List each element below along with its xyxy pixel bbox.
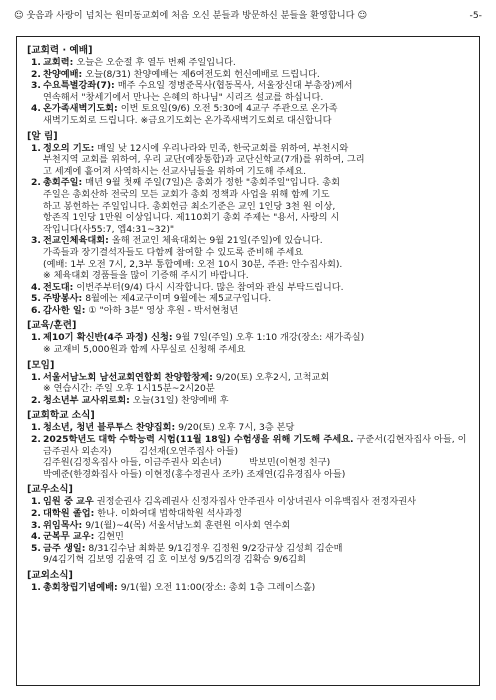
item-number: 3.: [31, 235, 41, 247]
list-item: [27, 143, 471, 178]
item-text: 8월에는 제4교구이며 9월에는 제5교구입니다.: [85, 293, 272, 305]
list-item: [27, 103, 471, 126]
item-heading: 교회력:: [43, 57, 74, 68]
section-list: [27, 143, 471, 317]
item-number: 1.: [31, 496, 41, 508]
item-text: 9/1(월)~4(목) 서울서남노회 훈련원 이사회 연수회: [85, 519, 291, 531]
section-title: [ 교우소식 ]: [27, 483, 471, 496]
item-heading: 청소년, 청년 블루투스 찬양집회:: [43, 422, 176, 434]
list-item: [27, 508, 471, 520]
item-text: 박예준(한경화집사 아들) 이현정(홍수정권사 조카) 조재연(김유경집사 아들): [43, 468, 346, 480]
bulletin-frame: [16, 36, 480, 686]
item-text: 부천지역 교회를 위하여, 우리 교단(예장통합)과 교단신학교(7개)를 위하여, 그리: [43, 154, 365, 166]
section: [27, 483, 471, 566]
item-text: 매주 수요일 정병준목사(협동목사, 서울장신대 부총장)께서: [117, 80, 353, 92]
item-heading: 위임목사:: [43, 519, 83, 531]
section-title: [ 교육/훈련 ]: [27, 319, 471, 332]
section-title: [ 교회력 · 예배 ]: [27, 44, 471, 57]
section: [27, 130, 471, 317]
list-item: [27, 434, 471, 480]
item-text: 김주원(김정옥집사 아들, 이금주권사 외손녀) 박보민(이현정 친구): [43, 457, 331, 469]
item-text: 오늘(8/31) 찬양예배는 제6여전도회 헌신예배로 드립니다.: [85, 68, 320, 80]
item-text: 항존직 1인당 1만원 이상입니다. 제110회기 총회 주제는 "용서, 사랑의 시: [43, 212, 340, 224]
item-number: 4.: [31, 103, 41, 115]
list-item: [27, 422, 471, 434]
item-text: ※ 교재비 5,000원과 함께 사무실로 신청해 주세요: [43, 344, 246, 356]
list-item: [27, 520, 471, 532]
item-heading: 전도대:: [43, 281, 74, 293]
section-list: [27, 422, 471, 480]
item-number: 3.: [31, 519, 41, 531]
list-item: [27, 496, 471, 508]
list-item: [27, 531, 471, 543]
item-heading: 온가족새벽기도회:: [43, 103, 118, 115]
item-number: 1.: [31, 581, 41, 593]
item-number: 2.: [31, 434, 41, 446]
section-list: [27, 57, 471, 127]
section-title: [ 알 림 ]: [27, 130, 471, 143]
item-number: 1.: [31, 422, 41, 434]
item-text: 연속해서 "창세기에서 만나는 은혜의 하나님" 시리즈 설교를 하십니다.: [43, 91, 324, 103]
item-number: 4.: [31, 281, 41, 293]
page-number: -5-: [469, 10, 482, 21]
item-heading: 총회주일:: [43, 177, 83, 189]
item-text: 가족들과 장기결석자들도 다함께 참여할 수 있도록 준비해 주세요: [43, 246, 304, 258]
list-item: [27, 395, 471, 407]
list-item: [27, 282, 471, 294]
list-item: [27, 543, 471, 566]
section-list: [27, 496, 471, 566]
item-number: 1.: [31, 332, 41, 344]
page-header: [14, 8, 482, 24]
item-text: 오늘(31일) 찬양예배 후: [132, 394, 229, 406]
section: [27, 319, 471, 355]
item-number: 2.: [31, 394, 41, 406]
list-item: [27, 177, 471, 235]
item-text: 하고 봉헌하는 주일입니다. 총회헌금 최소기준은 교인 1인당 3천 원 이상,: [43, 200, 336, 212]
section-list: [27, 332, 471, 355]
item-text: 고 세계에 흩어져 사역하시는 선교사님들을 위하여 기도해 주세요.: [43, 165, 306, 177]
list-item: [27, 372, 471, 395]
section: [27, 359, 471, 407]
item-text: 구준서(김현자집사 아들, 이금주권사 외손자) 김선재(오연주집사 아들): [43, 434, 467, 457]
item-text: 올해 전교인 체육대회는 9월 21일(주일)에 있습니다.: [111, 235, 323, 247]
list-item: [27, 57, 471, 69]
item-heading: 전교인체육대회:: [43, 235, 109, 247]
item-heading: 서울서남노회 남선교회연합회 찬양합창제:: [43, 371, 213, 383]
item-text: 김현민: [97, 531, 124, 543]
item-heading: 군복무 교우:: [43, 531, 95, 543]
item-text: 매년 9월 첫째 주일(7일)은 총회가 정한 "총회주일"입니다. 총회: [85, 177, 340, 189]
item-text: 이번 토요일(9/6) 오전 5:30에 4교구 주관으로 온가족: [120, 103, 338, 115]
item-heading: 감사한 일:: [43, 304, 86, 316]
item-text: 매일 낮 12시에 우리나라와 민족, 한국교회를 위하여, 부천시와: [97, 142, 349, 154]
item-text: ① "아하 3분" 영상 후원 - 박서현청년: [88, 304, 239, 316]
list-item: [27, 305, 471, 317]
item-text: ※ 체육대회 경품들을 많이 기증해 주시기 바랍니다.: [43, 270, 249, 282]
item-heading: 주방봉사:: [43, 293, 83, 305]
section-list: [27, 582, 471, 594]
item-text: 새벽기도회로 드립니다. ※금요기도회는 온가족새벽기도회로 대신합니다: [43, 114, 332, 126]
item-text: 오늘은 오순절 후 열두 번째 주일입니다.: [76, 57, 236, 68]
item-text: 9/4김기혁 김보영 김윤역 김 호 이보성 9/5김의경 김확승 9/6김희: [43, 554, 306, 566]
item-text: ※ 연습시간: 주일 오후 1시15분~2시20분: [43, 383, 215, 395]
item-text: 8/31김수남 최화분 9/1김정우 김정원 9/2강규상 김성희 김순매: [88, 542, 343, 554]
item-heading: 청소년부 교사위로회:: [43, 394, 130, 406]
section-title: [ 모임 ]: [27, 359, 471, 372]
item-number: 3.: [31, 80, 41, 92]
item-heading: 제10기 확신반(4주 과정) 신청:: [43, 332, 173, 344]
item-number: 2.: [31, 68, 41, 80]
section-title: [ 교회학교 소식 ]: [27, 409, 471, 422]
item-heading: 임원 중 교우: [43, 496, 94, 508]
item-number: 1.: [31, 142, 41, 154]
section-title: [ 교외소식 ]: [27, 569, 471, 582]
item-heading: 금주 생일:: [43, 542, 86, 554]
section: [27, 44, 471, 127]
item-number: 5.: [31, 293, 41, 305]
list-item: [27, 293, 471, 305]
list-item: [27, 582, 471, 594]
item-text: 9월 7일(주일) 오후 1:10 개강(장소: 새가족실): [175, 332, 365, 344]
item-text: (예배: 1부 오전 7시, 2,3부 통합예배: 오전 10시 30분, 주관: 안수집사회).: [43, 258, 343, 270]
item-text: 9/20(토) 오후2시, 고척교회: [215, 371, 330, 383]
item-heading: 수요특별강좌(7):: [43, 80, 115, 92]
item-text: 9/1(월) 오전 11:00(장소: 총회 1층 그레이스홀): [120, 581, 316, 593]
section: [27, 569, 471, 594]
item-heading: 대학원 졸업:: [43, 508, 95, 519]
list-item: [27, 332, 471, 355]
list-item: [27, 80, 471, 103]
item-number: 4.: [31, 531, 41, 543]
item-number: 1.: [31, 57, 41, 68]
list-item: [27, 235, 471, 281]
item-number: 2.: [31, 508, 41, 519]
item-text: 한나. 이화여대 법학대학원 석사과정: [97, 508, 243, 519]
item-text: 9/20(토) 오후 7시, 3층 본당: [178, 422, 295, 434]
item-heading: 총회창립기념예배:: [43, 581, 118, 593]
list-item: [27, 69, 471, 81]
item-text: 권정순권사 김옥례권사 신정자집사 안주권사 이상녀권사 이유백집사 전정자권사: [96, 496, 417, 508]
item-text: 작입니다(사55:7, 엡4:31~32)": [43, 223, 175, 235]
item-heading: 2025학년도 대학 수학능력 시험(11월 18일) 수험생을 위해 기도해 주세요.: [43, 434, 354, 446]
item-text: 이번주부터(9/4) 다시 시작합니다. 많은 참여와 관심 부탁드립니다.: [76, 281, 344, 293]
welcome-banner: ☺ 웃음과 사랑이 넘치는 원미동교회에 처음 오신 분들과 방문하신 분들을 환영합니다 ☺: [14, 10, 368, 21]
item-heading: 정오의 기도:: [43, 142, 95, 154]
item-text: 주일은 총회산하 전국의 모든 교회가 총회 정책과 사업을 위해 함께 기도: [43, 188, 330, 200]
item-number: 6.: [31, 304, 41, 316]
section-list: [27, 372, 471, 407]
item-heading: 찬양예배:: [43, 68, 83, 80]
item-number: 2.: [31, 177, 41, 189]
section: [27, 409, 471, 480]
item-number: 5.: [31, 542, 41, 554]
item-number: 1.: [31, 371, 41, 383]
